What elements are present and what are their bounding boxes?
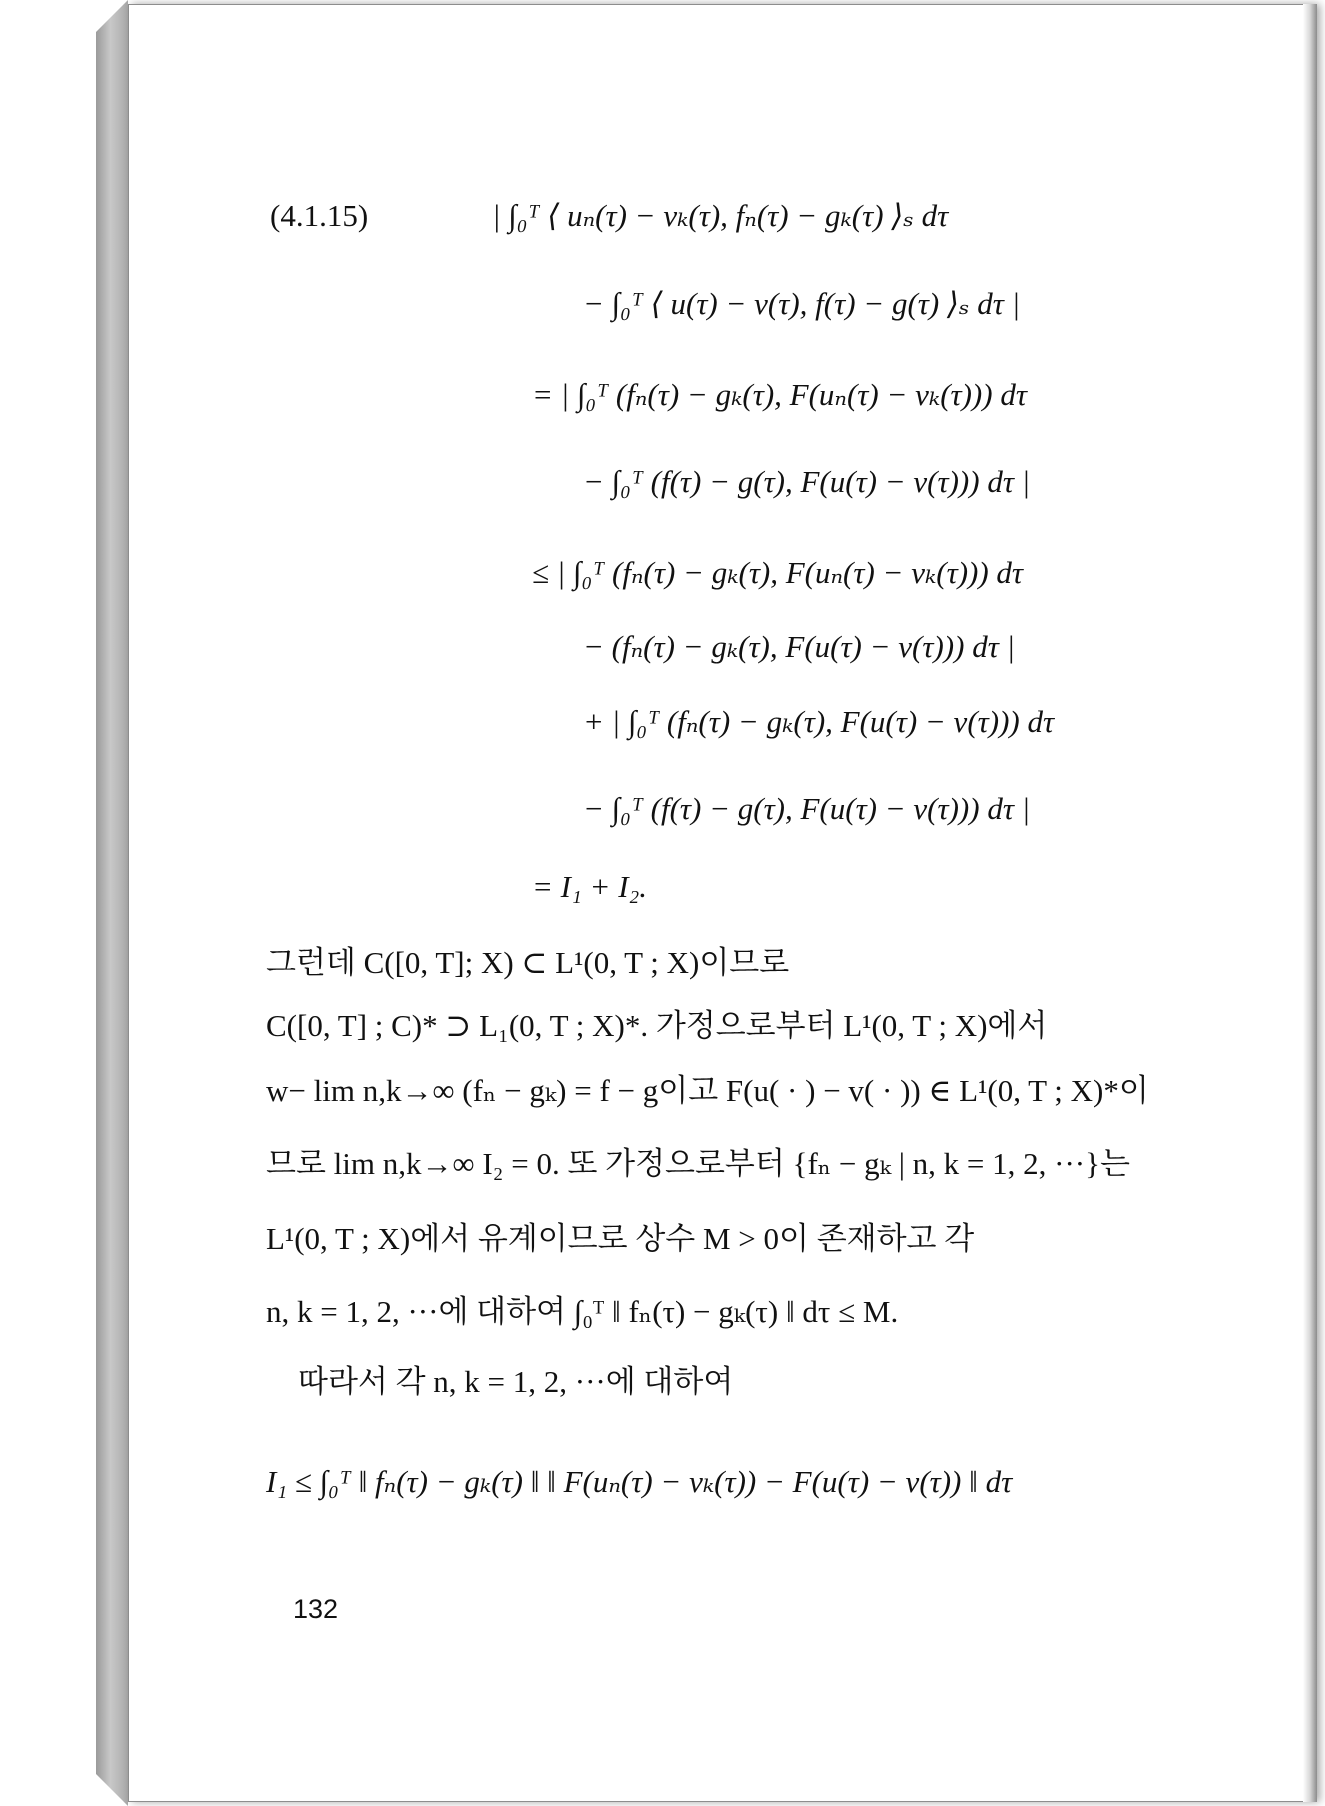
equation-line-6: − (fₙ(τ) − gₖ(τ), F(u(τ) − v(τ))) dτ |	[583, 629, 1016, 664]
body-line-2: C([0, T] ; C)* ⊃ L₁(0, T ; X)*. 가정으로부터 L¹(0, T ; X)에서	[266, 1008, 1048, 1043]
equation-line-3: = | ∫₀ᵀ (fₙ(τ) − gₖ(τ), F(uₙ(τ) − vₖ(τ))) dτ	[532, 377, 1027, 412]
book-spine-bottom-corner	[96, 1774, 128, 1806]
body-line-3: w− lim n,k→∞ (fₙ − gₖ) = f − g이고 F(u( · ) − v( · )) ∈ L¹(0, T ; X)*이	[266, 1073, 1149, 1108]
final-inequality: I₁ ≤ ∫₀ᵀ ‖ fₙ(τ) − gₖ(τ) ‖ ‖ F(uₙ(τ) − vₖ(τ)) − F(u(τ) − v(τ)) ‖ dτ	[266, 1464, 1013, 1499]
page-right-edge-shadow	[1303, 4, 1317, 1802]
page-number: 132	[293, 1594, 339, 1624]
equation-line-9: = I₁ + I₂.	[532, 869, 648, 904]
book-spine	[96, 0, 128, 1806]
body-line-6: n, k = 1, 2, ···에 대하여 ∫₀ᵀ ‖ fₙ(τ) − gₖ(τ) ‖ dτ ≤ M.	[266, 1294, 899, 1329]
equation-line-2: − ∫₀ᵀ ⟨ u(τ) − v(τ), f(τ) − g(τ) ⟩ₛ dτ |	[583, 286, 1021, 321]
body-line-1: 그런데 C([0, T]; X) ⊂ L¹(0, T ; X)이므로	[266, 945, 790, 980]
book-page	[128, 4, 1316, 1802]
equation-line-8: − ∫₀ᵀ (f(τ) − g(τ), F(u(τ) − v(τ))) dτ |	[583, 791, 1031, 826]
body-line-7: 따라서 각 n, k = 1, 2, ···에 대하여	[298, 1364, 734, 1399]
equation-number: (4.1.15)	[270, 198, 369, 233]
book-spine-top-corner	[96, 0, 128, 32]
equation-line-1: | ∫₀ᵀ ⟨ uₙ(τ) − vₖ(τ), fₙ(τ) − gₖ(τ) ⟩ₛ dτ	[492, 198, 949, 233]
equation-line-4: − ∫₀ᵀ (f(τ) − g(τ), F(u(τ) − v(τ))) dτ |	[583, 464, 1031, 499]
equation-line-5: ≤ | ∫₀ᵀ (fₙ(τ) − gₖ(τ), F(uₙ(τ) − vₖ(τ))) dτ	[532, 555, 1024, 590]
equation-line-7: + | ∫₀ᵀ (fₙ(τ) − gₖ(τ), F(u(τ) − v(τ))) dτ	[583, 704, 1055, 739]
body-line-4: 므로 lim n,k→∞ I₂ = 0. 또 가정으로부터 {fₙ − gₖ | n, k = 1, 2, ···}는	[266, 1146, 1130, 1181]
body-line-5: L¹(0, T ; X)에서 유계이므로 상수 M > 0이 존재하고 각	[266, 1221, 975, 1256]
